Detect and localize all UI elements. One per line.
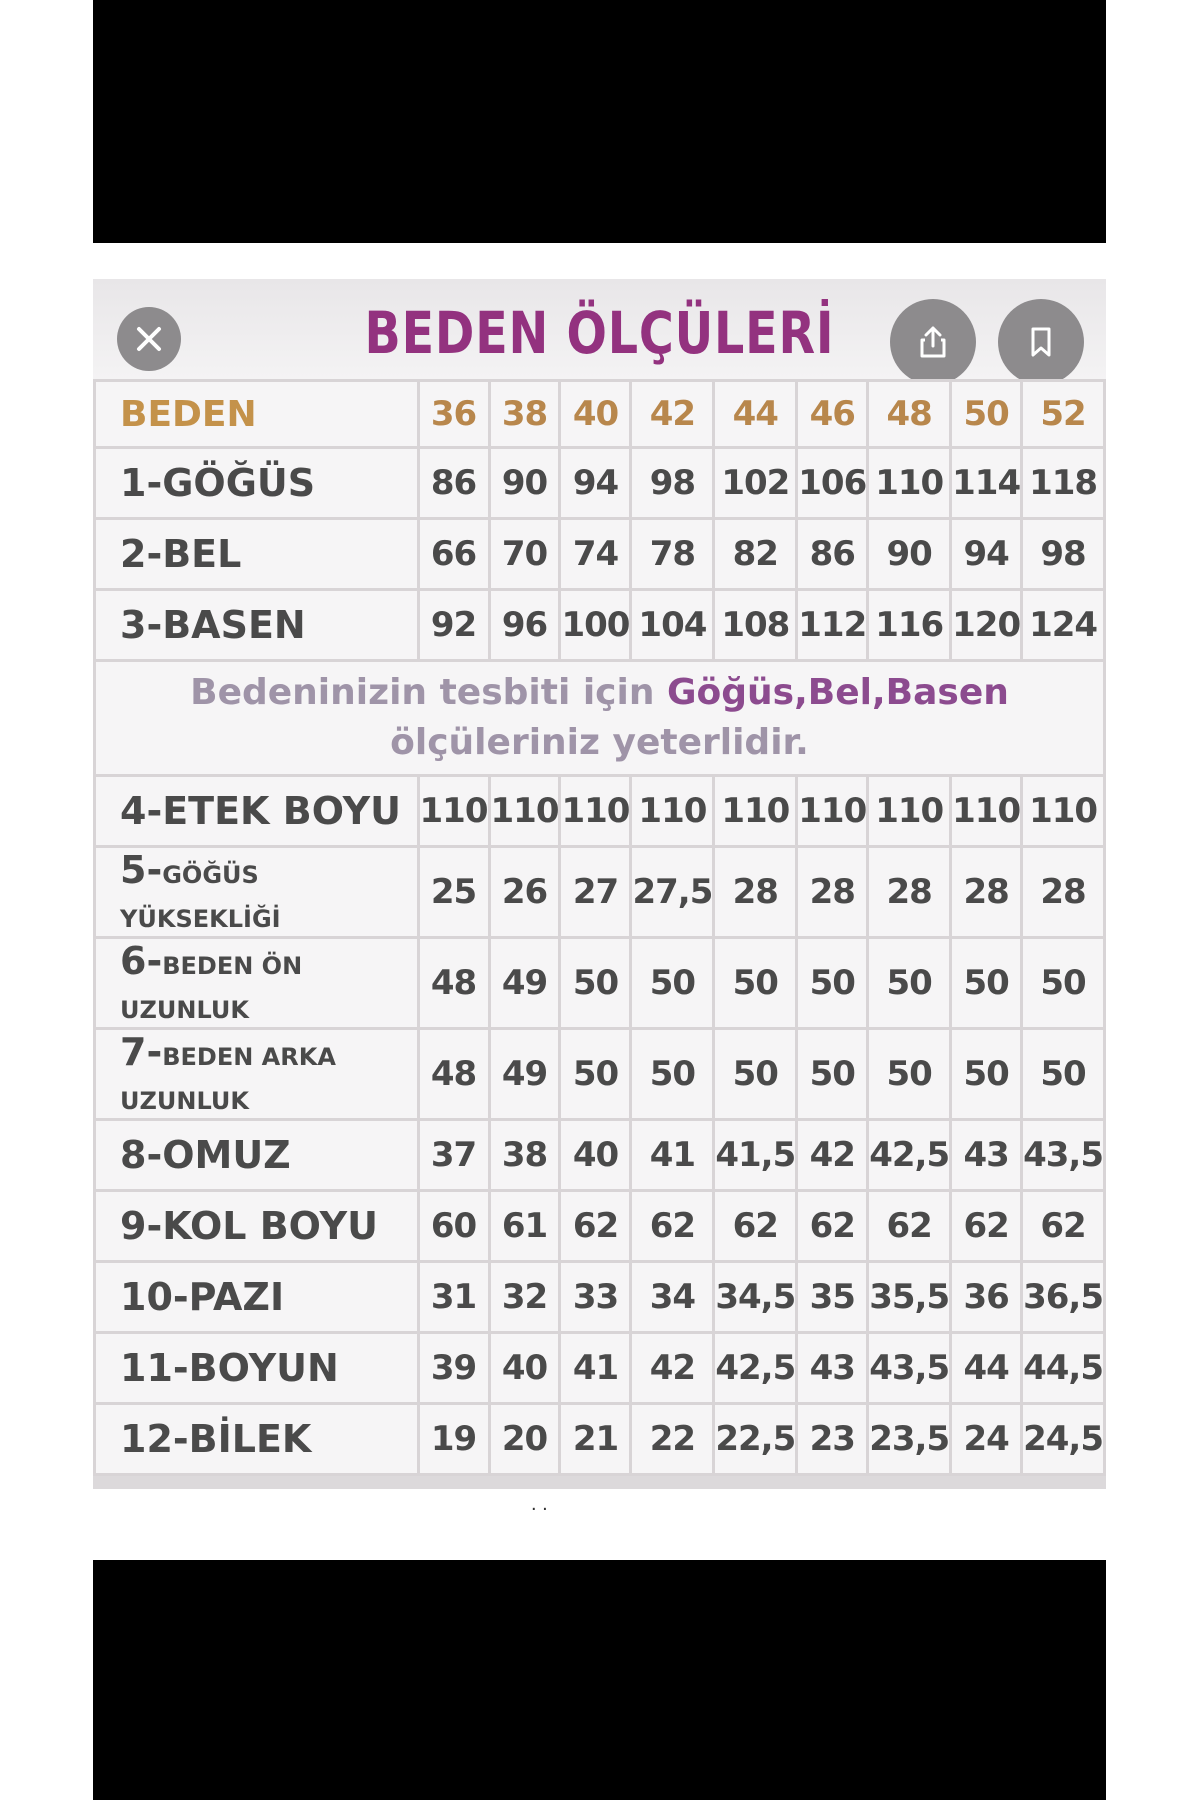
measurement-value: 110	[952, 777, 1020, 845]
measurement-value: 23,5	[869, 1405, 949, 1473]
measurement-value: 28	[1023, 848, 1103, 936]
measurement-value: 62	[632, 1192, 712, 1260]
title-band	[93, 279, 1106, 379]
note-row	[96, 662, 1103, 774]
measurement-value: 106	[798, 449, 866, 517]
measurement-value: 43	[952, 1121, 1020, 1189]
measurement-value: 39	[420, 1334, 488, 1402]
measurement-value: 66	[420, 520, 488, 588]
measurement-label-main: 9-KOL BOYU	[120, 1204, 378, 1248]
measurement-row	[96, 1192, 1103, 1260]
measurement-value: 36	[952, 1263, 1020, 1331]
measurement-label	[96, 520, 417, 588]
measurement-label	[96, 848, 417, 936]
measurement-value: 50	[715, 939, 795, 1027]
measurement-row	[96, 1334, 1103, 1402]
size-header-cell: 46	[798, 382, 866, 446]
measurement-label	[96, 939, 417, 1027]
measurement-value: 110	[561, 777, 629, 845]
measurement-value: 19	[420, 1405, 488, 1473]
measurement-value: 48	[420, 939, 488, 1027]
measurement-label	[96, 1334, 417, 1402]
measurement-value: 104	[632, 591, 712, 659]
measurement-row	[96, 1405, 1103, 1473]
measurement-value: 26	[491, 848, 559, 936]
measurement-value: 82	[715, 520, 795, 588]
measurement-value: 78	[632, 520, 712, 588]
close-button[interactable]	[117, 307, 181, 371]
measurement-value: 33	[561, 1263, 629, 1331]
measurement-value: 62	[952, 1192, 1020, 1260]
measurement-value: 110	[1023, 777, 1103, 845]
measurement-value: 42,5	[715, 1334, 795, 1402]
measurement-value: 40	[491, 1334, 559, 1402]
measurement-value: 41	[561, 1334, 629, 1402]
measurement-value: 62	[561, 1192, 629, 1260]
measurement-value: 50	[798, 939, 866, 1027]
measurement-value: 112	[798, 591, 866, 659]
measurement-label	[96, 1030, 417, 1118]
measurement-value: 62	[798, 1192, 866, 1260]
measurement-value: 110	[715, 777, 795, 845]
measurement-value: 96	[491, 591, 559, 659]
size-header-cell: 38	[491, 382, 559, 446]
measurement-value: 110	[869, 449, 949, 517]
note-text-line2: ölçüleriniz yeterlidir.	[390, 722, 809, 763]
measurement-value: 44,5	[1023, 1334, 1103, 1402]
measurement-value: 110	[491, 777, 559, 845]
note-text: Bedeninizin tesbiti için	[190, 672, 667, 713]
measurement-row	[96, 1121, 1103, 1189]
measurement-label-main: 1-GÖĞÜS	[120, 461, 316, 505]
top-letterbox	[93, 0, 1106, 243]
measurement-value: 50	[798, 1030, 866, 1118]
measurement-label	[96, 591, 417, 659]
measurement-value: 34,5	[715, 1263, 795, 1331]
close-icon	[134, 324, 164, 354]
measurement-value: 34	[632, 1263, 712, 1331]
measurement-value: 110	[798, 777, 866, 845]
measurement-value: 50	[1023, 1030, 1103, 1118]
share-icon	[913, 322, 953, 362]
measurement-label	[96, 449, 417, 517]
measurement-value: 50	[715, 1030, 795, 1118]
size-header-cell: 52	[1023, 382, 1103, 446]
size-header-row	[96, 382, 1103, 446]
measurement-row	[96, 939, 1103, 1027]
measurement-label	[96, 1263, 417, 1331]
measurement-value: 62	[869, 1192, 949, 1260]
measurement-row	[96, 777, 1103, 845]
measurement-value: 24	[952, 1405, 1020, 1473]
measurement-row	[96, 449, 1103, 517]
share-button[interactable]	[890, 299, 976, 385]
measurement-value: 61	[491, 1192, 559, 1260]
measurement-value: 41	[632, 1121, 712, 1189]
measurement-label-main: 6-	[120, 939, 163, 983]
measurement-value: 23	[798, 1405, 866, 1473]
measurement-value: 62	[1023, 1192, 1103, 1260]
measurement-value: 50	[952, 1030, 1020, 1118]
measurement-row	[96, 591, 1103, 659]
measurement-row	[96, 848, 1103, 936]
size-chart-sheet	[93, 279, 1106, 1489]
measurement-value: 22	[632, 1405, 712, 1473]
bookmark-button[interactable]	[998, 299, 1084, 385]
measurement-value: 22,5	[715, 1405, 795, 1473]
size-chart-card	[93, 243, 1106, 1560]
measurement-value: 21	[561, 1405, 629, 1473]
measurement-value: 100	[561, 591, 629, 659]
measurement-value: 32	[491, 1263, 559, 1331]
measurement-value: 50	[632, 1030, 712, 1118]
measurement-value: 49	[491, 939, 559, 1027]
measurement-value: 74	[561, 520, 629, 588]
measurement-value: 43,5	[1023, 1121, 1103, 1189]
note-cell	[96, 662, 1103, 774]
size-header-cell: 50	[952, 382, 1020, 446]
size-header-cell: 48	[869, 382, 949, 446]
measurement-value: 37	[420, 1121, 488, 1189]
page-title: BEDEN ÖLÇÜLERİ	[364, 299, 835, 367]
measurement-value: 50	[869, 939, 949, 1027]
measurement-value: 42	[632, 1334, 712, 1402]
measurement-value: 70	[491, 520, 559, 588]
measurement-label-main: 11-BOYUN	[120, 1346, 339, 1390]
size-header-cell: 40	[561, 382, 629, 446]
measurement-value: 28	[952, 848, 1020, 936]
measurement-value: 110	[632, 777, 712, 845]
measurement-value: 98	[632, 449, 712, 517]
measurement-value: 31	[420, 1263, 488, 1331]
measurement-label-main: 3-BASEN	[120, 603, 306, 647]
measurement-value: 62	[715, 1192, 795, 1260]
measurement-value: 35	[798, 1263, 866, 1331]
measurement-value: 50	[561, 939, 629, 1027]
measurement-label	[96, 777, 417, 845]
measurement-value: 36,5	[1023, 1263, 1103, 1331]
measurement-value: 102	[715, 449, 795, 517]
measurement-label-main: 2-BEL	[120, 532, 242, 576]
measurement-value: 24,5	[1023, 1405, 1103, 1473]
measurement-label-main: 10-PAZI	[120, 1275, 285, 1319]
measurement-value: 35,5	[869, 1263, 949, 1331]
measurement-value: 27,5	[632, 848, 712, 936]
measurement-value: 27	[561, 848, 629, 936]
size-header-label: BEDEN	[96, 382, 417, 446]
measurement-value: 114	[952, 449, 1020, 517]
measurement-value: 60	[420, 1192, 488, 1260]
measurement-value: 50	[1023, 939, 1103, 1027]
measurement-value: 41,5	[715, 1121, 795, 1189]
measurement-value: 94	[561, 449, 629, 517]
size-table	[93, 379, 1106, 1476]
measurement-value: 110	[420, 777, 488, 845]
measurement-row	[96, 1030, 1103, 1118]
bookmark-icon	[1023, 324, 1059, 360]
measurement-value: 40	[561, 1121, 629, 1189]
measurement-value: 50	[632, 939, 712, 1027]
measurement-value: 43,5	[869, 1334, 949, 1402]
measurement-label-detail: BEDEN ARKA UZUNLUK	[120, 1043, 336, 1115]
size-header-cell: 42	[632, 382, 712, 446]
measurement-value: 42	[798, 1121, 866, 1189]
measurement-label	[96, 1405, 417, 1473]
measurement-value: 28	[869, 848, 949, 936]
measurement-value: 50	[869, 1030, 949, 1118]
measurement-value: 94	[952, 520, 1020, 588]
measurement-value: 118	[1023, 449, 1103, 517]
measurement-value: 86	[798, 520, 866, 588]
measurement-value: 108	[715, 591, 795, 659]
measurement-value: 25	[420, 848, 488, 936]
measurement-label-main: 5-	[120, 848, 163, 892]
note-emphasis: Göğüs,Bel,Basen	[667, 672, 1009, 713]
measurement-value: 20	[491, 1405, 559, 1473]
footer-dots: . .	[531, 1493, 548, 1515]
measurement-label-main: 8-OMUZ	[120, 1133, 291, 1177]
measurement-value: 110	[869, 777, 949, 845]
measurement-value: 90	[869, 520, 949, 588]
measurement-value: 42,5	[869, 1121, 949, 1189]
measurement-label	[96, 1121, 417, 1189]
measurement-value: 98	[1023, 520, 1103, 588]
measurement-value: 124	[1023, 591, 1103, 659]
measurement-value: 44	[952, 1334, 1020, 1402]
measurement-value: 48	[420, 1030, 488, 1118]
measurement-value: 49	[491, 1030, 559, 1118]
measurement-value: 28	[715, 848, 795, 936]
measurement-label-main: 12-BİLEK	[120, 1417, 312, 1461]
measurement-label-detail: BEDEN ÖN UZUNLUK	[120, 952, 303, 1024]
measurement-value: 116	[869, 591, 949, 659]
measurement-value: 86	[420, 449, 488, 517]
measurement-value: 92	[420, 591, 488, 659]
measurement-label-detail: GÖĞÜS YÜKSEKLİĞİ	[120, 861, 281, 933]
measurement-value: 120	[952, 591, 1020, 659]
measurement-label	[96, 1192, 417, 1260]
measurement-value: 90	[491, 449, 559, 517]
measurement-row	[96, 1263, 1103, 1331]
size-header-cell: 36	[420, 382, 488, 446]
measurement-value: 43	[798, 1334, 866, 1402]
measurement-label-main: 7-	[120, 1030, 163, 1074]
measurement-value: 50	[561, 1030, 629, 1118]
measurement-value: 50	[952, 939, 1020, 1027]
measurement-value: 38	[491, 1121, 559, 1189]
size-header-cell: 44	[715, 382, 795, 446]
measurement-row	[96, 520, 1103, 588]
measurement-value: 28	[798, 848, 866, 936]
bottom-letterbox	[93, 1560, 1106, 1800]
measurement-label-main: 4-ETEK BOYU	[120, 789, 402, 833]
